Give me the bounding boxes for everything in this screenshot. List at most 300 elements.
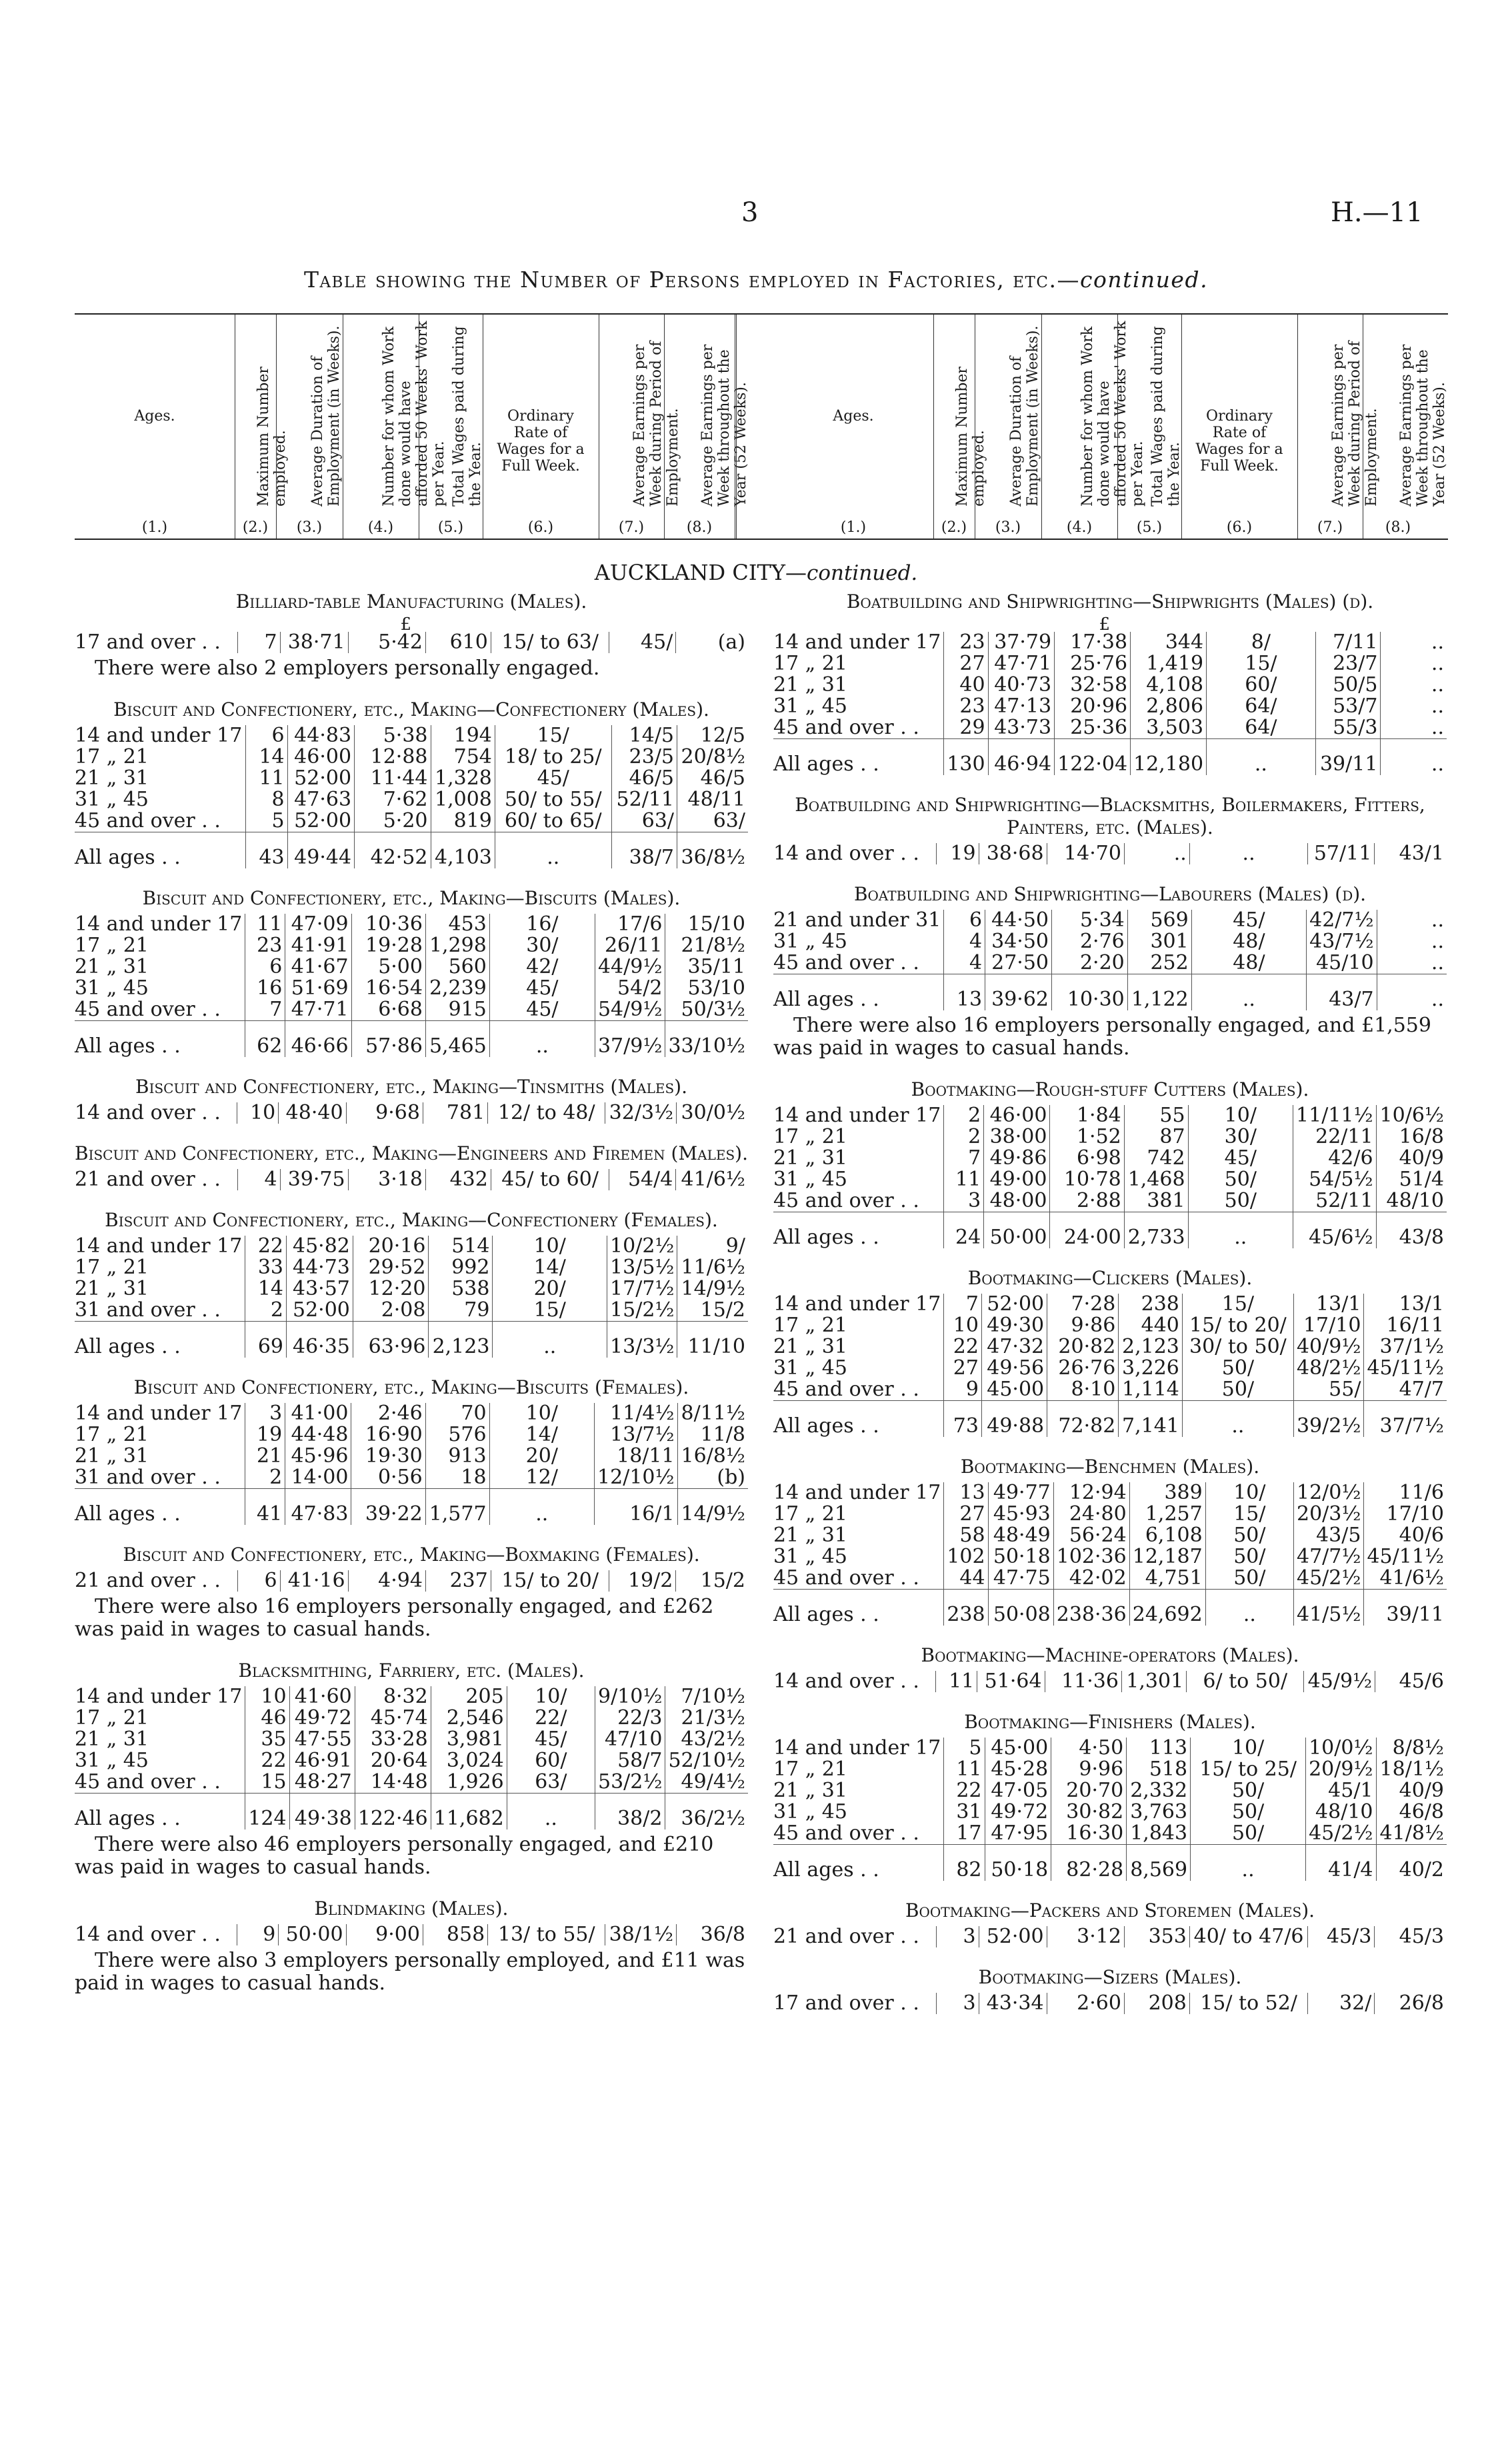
table-row [773, 1294, 1447, 1315]
table-cell: 50/ [1188, 1190, 1293, 1212]
table-cell: 37/9½ [595, 1021, 665, 1058]
header-max-left: Maximum Number employed. (2.) [235, 315, 276, 539]
table-cell: 14 and under 17 [75, 912, 243, 936]
table-cell: 50·00 [984, 1212, 1050, 1249]
table-cell: 33 [245, 1257, 287, 1278]
table-cell: 122·46 [355, 1794, 431, 1830]
table-cell: 381 [1124, 1190, 1188, 1212]
table-cell: 11/6½ [677, 1257, 748, 1278]
table-cell: 6·68 [351, 999, 425, 1021]
header-column-number: (5.) [437, 519, 464, 536]
table-cell: 79 [429, 1300, 493, 1322]
table-cell: 781 [423, 1102, 487, 1124]
table-cell: 60/ [507, 1750, 595, 1772]
city-heading [0, 560, 1512, 585]
table-cell: 47·63 [287, 789, 354, 810]
table-cell: 10/0½ [1306, 1738, 1376, 1759]
table-cell: 11·36 [1045, 1671, 1121, 1692]
industry-section [773, 883, 1447, 1060]
section-title: Biscuit and Confectionery, etc., Making—Confectionery (Males). [113, 698, 709, 720]
table-cell: 45/3 [1308, 1926, 1375, 1947]
table-cell: 45/ [1191, 910, 1306, 931]
data-table [773, 910, 1447, 1010]
table-cell: 52·00 [979, 1926, 1047, 1947]
table-cell: 1,468 [1124, 1169, 1188, 1190]
table-cell: 14 [246, 746, 287, 768]
table-row [773, 696, 1447, 717]
section-title: Bootmaking—Sizers (Males). [978, 1966, 1242, 1988]
table-cell: 30/0½ [677, 1102, 748, 1124]
table-cell: 45/2½ [1293, 1568, 1363, 1590]
section-title: Boatbuilding and Shipwrighting—Labourers (Males) (d). [853, 883, 1367, 905]
table-cell: 4·50 [1051, 1738, 1127, 1759]
table-cell: 1,328 [431, 768, 495, 789]
table-cell: 1·84 [1050, 1105, 1124, 1126]
table-cell: 15/ to 20/ [491, 1570, 609, 1592]
table-row [773, 1993, 1447, 2014]
table-cell: 31 and over . . [75, 1298, 221, 1322]
table-cell: 24 [944, 1212, 984, 1249]
table-cell: 10·30 [1052, 974, 1128, 1011]
table-cell: .. [489, 1489, 594, 1526]
table-cell: 5·42 [348, 632, 425, 653]
table-cell: 48/11 [677, 789, 748, 810]
table-cell: 518 [1127, 1759, 1191, 1780]
table-cell: 14 and under 17 [773, 630, 941, 654]
table-row [773, 1546, 1447, 1568]
data-table [75, 1403, 748, 1525]
table-row [773, 1105, 1447, 1126]
table-cell: 11/8 [677, 1424, 748, 1446]
table-cell: .. [1381, 717, 1447, 739]
table-cell: 3,981 [431, 1729, 507, 1750]
table-cell: 14/9½ [677, 1489, 748, 1526]
table-cell: 16·90 [351, 1424, 425, 1446]
table-cell: 4,751 [1129, 1568, 1205, 1590]
industry-section [75, 887, 748, 1057]
table-row [75, 1467, 748, 1489]
table-cell: 45/ [489, 978, 595, 999]
table-cell: 8·10 [1047, 1379, 1119, 1401]
table-cell: 22 [245, 1236, 287, 1257]
table-cell: 41·91 [285, 935, 351, 956]
table-cell: 21 and over . . [773, 1925, 919, 1948]
table-row [75, 632, 748, 653]
table-cell: 45/ [489, 999, 595, 1021]
table-cell: 14/ [493, 1257, 607, 1278]
table-row [773, 1169, 1447, 1190]
table-cell: 9·68 [346, 1102, 423, 1124]
table-cell: 29·52 [353, 1257, 429, 1278]
table-cell: 46·94 [988, 739, 1055, 776]
table-cell: 54/9½ [595, 999, 665, 1021]
industry-section [773, 1644, 1447, 1692]
table-cell: 48/2½ [1293, 1358, 1363, 1379]
data-table [75, 725, 748, 868]
table-cell: 47·95 [985, 1823, 1051, 1845]
table-cell: 26/11 [595, 935, 665, 956]
table-cell: 237 [425, 1570, 491, 1592]
table-cell: 32/ [1308, 1993, 1375, 2014]
table-cell: 46/5 [611, 768, 677, 789]
table-cell: 41/8½ [1376, 1823, 1447, 1845]
table-cell: 46·00 [984, 1105, 1050, 1126]
table-cell: 22 [944, 1780, 985, 1802]
table-cell: 21 „ 31 [773, 1146, 847, 1170]
table-cell: 47·71 [988, 653, 1055, 674]
table-cell: 52/11 [611, 789, 677, 810]
table-cell: 39·62 [985, 974, 1052, 1011]
table-cell: 11 [246, 768, 287, 789]
table-cell: 3,024 [431, 1750, 507, 1772]
table-cell: 51·64 [977, 1671, 1045, 1692]
table-cell: 19·30 [351, 1446, 425, 1467]
table-cell: 43·57 [287, 1278, 353, 1300]
table-cell: 40 [944, 674, 988, 696]
table-cell: 72·82 [1047, 1401, 1119, 1438]
table-cell: 2·20 [1052, 952, 1128, 974]
table-cell: 15 [245, 1772, 289, 1794]
header-label: Ordinary Rate of Wages for a Full Week. [1195, 408, 1283, 475]
table-cell: 45 and over . . [773, 1378, 919, 1401]
header-column-number: (7.) [1317, 519, 1343, 536]
total-row [773, 739, 1447, 776]
table-cell: 52/11 [1293, 1190, 1377, 1212]
table-cell: 14 and over . . [773, 1670, 919, 1693]
table-cell: 2·46 [351, 1403, 425, 1424]
table-cell: 238·36 [1053, 1590, 1129, 1626]
industry-section [773, 1267, 1447, 1437]
table-row [75, 999, 748, 1021]
table-cell: 17 „ 21 [773, 1125, 847, 1148]
industry-section [75, 1660, 748, 1879]
table-cell: 10 [245, 1686, 289, 1708]
table-cell: 11 [245, 914, 285, 935]
table-cell: 45/11½ [1364, 1358, 1447, 1379]
page-reference: H.—11 [1331, 197, 1423, 228]
table-cell: 14 and under 17 [75, 1402, 243, 1425]
table-cell: 52·00 [287, 810, 354, 832]
table-cell: 432 [425, 1169, 491, 1190]
table-cell: 5·38 [355, 725, 431, 746]
table-cell: 45 and over . . [773, 1822, 919, 1845]
table-cell: .. [1377, 974, 1447, 1011]
table-cell: 39·75 [280, 1169, 348, 1190]
table-cell: 54/5½ [1293, 1169, 1377, 1190]
table-row [773, 653, 1447, 674]
table-cell: 82·28 [1051, 1845, 1127, 1881]
table-cell: 45/ [495, 768, 611, 789]
table-cell: 10/ [1191, 1738, 1306, 1759]
table-row [773, 674, 1447, 696]
table-cell: 30/ [1188, 1126, 1293, 1148]
table-cell: 102·36 [1053, 1546, 1129, 1568]
table-cell: 45·28 [985, 1759, 1051, 1780]
industry-section [75, 1209, 748, 1358]
table-cell: 45 and over . . [773, 951, 919, 974]
table-cell: 45 and over . . [75, 1770, 221, 1794]
table-cell: 42/7½ [1307, 910, 1377, 931]
header-column-number: (4.) [1066, 519, 1093, 536]
table-cell: 17 „ 21 [75, 1256, 149, 1279]
table-row [773, 1738, 1447, 1759]
table-cell: 130 [944, 739, 988, 776]
table-cell: 21/8½ [665, 935, 748, 956]
table-cell: .. [1381, 696, 1447, 717]
header-column-number: (4.) [367, 519, 394, 536]
table-cell: 19 [937, 843, 979, 864]
table-row [75, 1570, 748, 1592]
section-title: Blindmaking (Males). [314, 1897, 509, 1919]
table-cell: 38/1½ [605, 1924, 677, 1945]
table-cell: 37/7½ [1364, 1401, 1447, 1438]
table-cell: 46/5 [677, 768, 748, 789]
table-cell: 238 [1119, 1294, 1183, 1315]
table-cell: 51·69 [285, 978, 351, 999]
section-title: Biscuit and Confectionery, etc., Making—Tinsmiths (Males). [135, 1076, 687, 1098]
table-cell: 47·09 [285, 914, 351, 935]
table-cell: 12/10½ [595, 1467, 678, 1489]
table-row [75, 810, 748, 832]
industry-section [773, 1456, 1447, 1626]
table-cell: 39·22 [351, 1489, 425, 1526]
table-cell: 63·96 [353, 1322, 429, 1358]
table-cell: 69 [245, 1322, 287, 1358]
table-cell: 45 and over . . [75, 809, 221, 832]
table-cell: 55/ [1293, 1379, 1363, 1401]
table-row [75, 725, 748, 746]
table-cell: 50/ [1182, 1379, 1293, 1401]
header-rate-left [483, 315, 599, 539]
section-title: Bootmaking—Machine-operators (Males). [921, 1644, 1299, 1666]
table-cell: 858 [423, 1924, 487, 1945]
table-cell: .. [1188, 1212, 1293, 1249]
table-cell: 2 [245, 1467, 285, 1489]
table-cell: 12·88 [355, 746, 431, 768]
table-cell: 43/7 [1307, 974, 1377, 1011]
table-cell: 21 „ 31 [773, 1779, 847, 1802]
table-cell: 7 [245, 999, 285, 1021]
table-cell: 31 „ 45 [75, 1749, 149, 1772]
section-note: There were also 16 employers personally engaged, and £262 was paid in wages to casual hands. [75, 1595, 714, 1641]
header-label: Ages. [134, 408, 175, 425]
table-cell: 9 [237, 1924, 279, 1945]
table-cell: 22 [944, 1336, 982, 1358]
table-row [773, 632, 1447, 653]
total-row [773, 1590, 1447, 1626]
table-cell: All ages . . [75, 1322, 245, 1358]
table-cell: 82 [944, 1845, 985, 1881]
table-cell: 17 „ 21 [75, 1706, 149, 1730]
table-cell: 45 and over . . [773, 1566, 919, 1590]
table-cell: 13 [944, 1482, 988, 1504]
table-cell: 13/1 [1364, 1294, 1447, 1315]
header-divider [735, 315, 737, 539]
table-row [773, 1504, 1447, 1525]
table-cell: 23/7 [1315, 653, 1381, 674]
table-cell: 16·54 [351, 978, 425, 999]
table-row [75, 1424, 748, 1446]
table-cell: 15/2½ [607, 1300, 677, 1322]
section-title: Biscuit and Confectionery, etc., Making—Engineers and Firemen (Males). [75, 1142, 748, 1164]
table-cell: 52·00 [981, 1294, 1047, 1315]
table-cell: 11/11½ [1293, 1105, 1377, 1126]
table-cell: 58 [944, 1525, 988, 1546]
table-cell: 31 „ 45 [75, 976, 149, 1000]
table-cell: 27 [944, 1504, 988, 1525]
table-cell: 31 and over . . [75, 1466, 221, 1489]
table-cell: .. [1381, 674, 1447, 696]
table-cell: 14·48 [355, 1772, 431, 1794]
data-table [773, 843, 1447, 864]
table-cell: All ages . . [773, 1212, 944, 1249]
table-cell: 47/7½ [1293, 1546, 1363, 1568]
table-cell: 10 [944, 1315, 982, 1336]
table-cell: 20·16 [353, 1236, 429, 1257]
section-title: Bootmaking—Finishers (Males). [964, 1711, 1256, 1733]
table-cell: 53/2½ [595, 1772, 665, 1794]
table-cell: 27·50 [985, 952, 1052, 974]
data-table [773, 1993, 1447, 2014]
table-cell: 238 [944, 1590, 988, 1626]
table-cell: 36/8 [677, 1924, 748, 1945]
table-cell: 40/9 [1376, 1780, 1447, 1802]
table-cell: (a) [676, 632, 748, 653]
table-cell: 8,569 [1127, 1845, 1191, 1881]
table-cell: 7·28 [1047, 1294, 1119, 1315]
table-cell: 6 [944, 910, 985, 931]
table-cell: 21 „ 31 [75, 955, 149, 978]
table-cell: 8/11½ [677, 1403, 748, 1424]
table-cell: 62 [245, 1021, 285, 1058]
table-cell: 17 and over . . [75, 630, 221, 654]
table-cell: .. [489, 1021, 595, 1058]
table-cell: 21 „ 31 [75, 766, 149, 790]
table-cell: 14 and over . . [75, 1923, 221, 1946]
table-cell: 9 [944, 1379, 982, 1401]
header-column-number: (3.) [296, 519, 323, 536]
table-cell: 50/ [1205, 1546, 1293, 1568]
table-cell: 12/0½ [1293, 1482, 1363, 1504]
table-cell: 2·60 [1047, 1993, 1124, 2014]
table-cell: 50·00 [279, 1924, 346, 1945]
data-table [773, 1671, 1447, 1692]
table-cell: 3 [944, 1190, 984, 1212]
table-cell: All ages . . [773, 1590, 944, 1626]
table-cell: 14 and under 17 [773, 1104, 941, 1127]
table-cell: .. [1191, 1845, 1306, 1881]
table-row [773, 1802, 1447, 1823]
table-cell: 44·50 [985, 910, 1052, 931]
table-cell: 32·58 [1055, 674, 1131, 696]
table-cell: 26·76 [1047, 1358, 1119, 1379]
table-cell: 20·64 [355, 1750, 431, 1772]
city-continued: continued. [806, 561, 918, 585]
table-cell: 10/ [507, 1686, 595, 1708]
table-cell: 10/ [489, 1403, 594, 1424]
table-cell: 7/10½ [665, 1686, 748, 1708]
header-dur-left: Average Duration of Employment (in Weeks). (3.) [276, 315, 343, 539]
table-cell: 23 [944, 632, 988, 653]
header-column-number: (2.) [941, 519, 967, 536]
table-cell: 124 [245, 1794, 289, 1830]
table-cell: 1,298 [425, 935, 489, 956]
table-cell: 49·30 [981, 1315, 1047, 1336]
table-cell: 32/3½ [605, 1102, 677, 1124]
table-cell: 1,114 [1119, 1379, 1183, 1401]
table-row [75, 789, 748, 810]
table-cell: 21 and over . . [75, 1168, 221, 1191]
table-cell: 31 „ 45 [773, 1545, 847, 1568]
table-cell: 17 [944, 1823, 985, 1845]
city-name: AUCKLAND CITY— [594, 560, 807, 585]
table-cell: 7 [944, 1148, 984, 1169]
table-cell: 4 [944, 952, 985, 974]
section-title: Biscuit and Confectionery, etc., Making—Biscuits (Females). [133, 1376, 689, 1398]
table-cell: 55/3 [1315, 717, 1381, 739]
table-cell: 11/10 [677, 1322, 748, 1358]
industry-section [75, 698, 748, 868]
section-note: There were also 3 employers personally employed, and £11 was paid in wages to casual hands. [75, 1949, 745, 1995]
table-cell: 39/2½ [1293, 1401, 1363, 1438]
table-cell: 17 „ 21 [75, 745, 149, 768]
table-cell: 8/ [1207, 632, 1316, 653]
table-cell: 49·00 [984, 1169, 1050, 1190]
table-cell: 14·70 [1047, 843, 1124, 864]
table-cell: 47/10 [595, 1729, 665, 1750]
total-row [75, 1021, 748, 1058]
table-cell: 6 [245, 956, 285, 978]
industry-section [773, 591, 1447, 775]
table-cell: 45/10 [1307, 952, 1377, 974]
table-cell: 1,577 [425, 1489, 489, 1526]
table-cell: 31 „ 45 [773, 694, 847, 718]
table-cell: 15/ [495, 725, 611, 746]
table-cell: 24·00 [1050, 1212, 1124, 1249]
table-cell: 20·82 [1047, 1336, 1119, 1358]
table-cell: .. [1191, 974, 1306, 1011]
table-cell: 11/4½ [595, 1403, 678, 1424]
table-row [773, 1126, 1447, 1148]
header-full-right: Number for whom Work done would have afforded 50 Weeks' Work per Year. (4.) [1041, 315, 1117, 539]
table-row [773, 843, 1447, 864]
header-column-number: (8.) [686, 519, 713, 536]
section-title: Bootmaking—Packers and Storemen (Males). [905, 1899, 1315, 1921]
table-cell: 39/11 [1364, 1590, 1447, 1626]
data-table [773, 1294, 1447, 1437]
table-cell: 15/2 [676, 1570, 748, 1592]
table-row [75, 1446, 748, 1467]
table-cell: 45/9½ [1304, 1671, 1375, 1692]
table-row [773, 1315, 1447, 1336]
table-cell: 31 „ 45 [773, 1168, 847, 1191]
table-row [75, 1772, 748, 1794]
table-row [75, 935, 748, 956]
table-row [773, 717, 1447, 739]
table-cell: 560 [425, 956, 489, 978]
table-cell: 17 „ 21 [773, 652, 847, 675]
table-cell: 45·00 [981, 1379, 1047, 1401]
table-cell: 208 [1124, 1993, 1189, 2014]
table-cell: 40/2 [1376, 1845, 1447, 1881]
industry-section [773, 1966, 1447, 2014]
table-cell: 14 and over . . [75, 1101, 221, 1124]
table-cell: 57/11 [1308, 843, 1375, 864]
table-cell: 12,180 [1131, 739, 1207, 776]
table-cell: 17 „ 21 [75, 934, 149, 957]
table-cell: 1,257 [1129, 1504, 1205, 1525]
table-cell: 29 [944, 717, 988, 739]
